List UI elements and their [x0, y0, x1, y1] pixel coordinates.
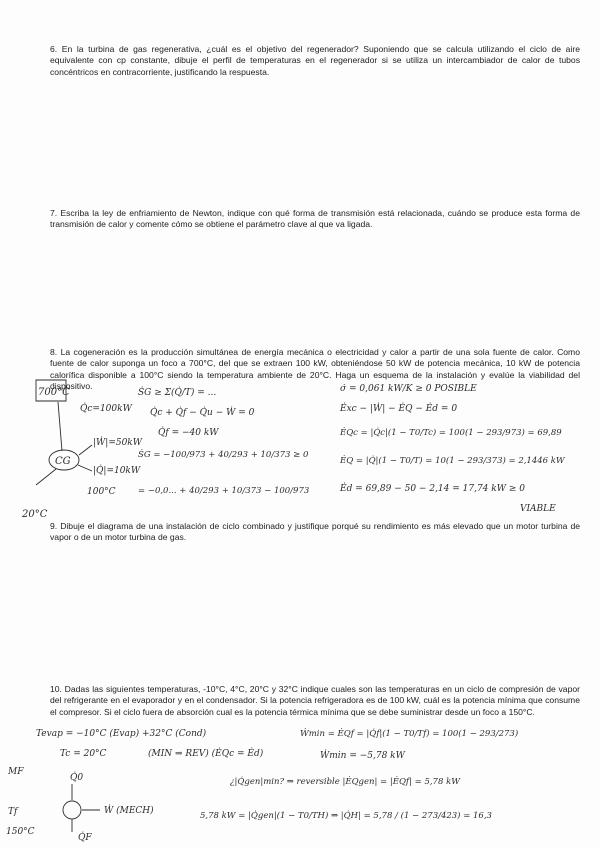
work-line	[79, 445, 92, 455]
q10-line-7: 5,78 kW = |Q̇gen|(1 − T0/TH) ⇒ |Q̇H| = 5,78 / (1 − 273/423) = 16,3	[200, 811, 492, 821]
q10-work-label: Ẇ (MECH)	[104, 806, 154, 816]
q10-line-6: ¿|Q̇gen|min? ⇒ reversible |ĖQgen| = |ĖQf| = 5,78 kW	[230, 777, 460, 787]
entropy-line-5: = −0,0... + 40/293 + 10/373 − 100/973	[138, 486, 310, 496]
entropy-line-1: ṠG ≥ Σ(Q̇/T) = ...	[138, 388, 217, 398]
engine-label: CG	[55, 456, 71, 467]
entropy-line-4: ṠG = −100/973 + 40/293 + 10/373 ≥ 0	[138, 450, 309, 460]
question-10: 10. Dadas las siguientes temperaturas, -10°C, 4°C, 20°C y 32°C indique cuales son las temperaturas en un ciclo de compresión de vapor del refrigerante en el evaporador y en el condensador. Si la potencia refrigeradora es de 100 kW, cuál es la potencia mínima que consume el compresor. Si el ciclo fuera de absorción cual es la potencia térmica mínima que se debe suministrar desde un foco a 150°C.	[50, 684, 580, 717]
question-9: 9. Dibuje el diagrama de una instalación de ciclo combinado y justifique porqué su rendimiento es más elevado que un motor turbina de vapor o de un motor turbina de gas.	[50, 521, 580, 543]
q10-machine-label: MF	[8, 767, 24, 777]
q10-line-5: Ẇmin = −5,78 kW	[320, 751, 405, 761]
exergy-line-2: Ėxc − |Ẇ| − ĖQ − Ėd = 0	[340, 404, 458, 414]
useful-heat-temp: 100°C	[87, 487, 116, 497]
q10-machine-circle	[63, 801, 81, 819]
exergy-line-5: Ėd = 69,89 − 50 − 2,14 = 17,74 kW ≥ 0	[340, 484, 525, 494]
q10-line-1: Tevap = −10°C (Evap) +32°C (Cond)	[36, 729, 207, 739]
question-10-handwritten-answer	[0, 718, 600, 848]
heat-input-label: Q̇c=100kW	[80, 404, 132, 414]
entropy-line-2: Q̇c + Q̇f − Q̇u − Ẇ = 0	[150, 408, 255, 418]
q10-foco-label: 150°C	[6, 827, 35, 837]
exergy-line-4: ĖQ = |Q̇|(1 − T0/T) = 10(1 − 293/373) = 2,1446 kW	[340, 456, 565, 466]
q10-q-hot: Q̇0	[70, 773, 84, 783]
question-7: 7. Escriba la ley de enfriamiento de Newton, indique con qué forma de transmisión está relacionada, cuándo se produce esta forma de transmisión de calor y comente cómo se obtiene el parámetro clave al que va ligada.	[50, 208, 580, 230]
q10-line-4: Ẇmin = ĖQf = |Q̇f|(1 − T0/Tf) = 100(1 − 293/273)	[300, 729, 519, 739]
work-label: |Ẇ|=50kW	[93, 438, 143, 448]
q10-cold-label: Tf	[8, 807, 18, 817]
exergy-line-1: σ̇ = 0,061 kW/K ≥ 0 POSIBLE	[340, 384, 477, 394]
engine-circle	[49, 450, 79, 470]
hot-source-label: 700°C	[38, 387, 70, 398]
ambient-label: 20°C	[22, 509, 48, 520]
question-6: 6. En la turbina de gas regenerativa, ¿cuál es el objetivo del regenerador? Suponiendo que se calcula utilizando el ciclo de aire equivalente con cp constante, dibuje el perfil de temperaturas en el regenerador si se utiliza un intercambiador de calor de tubos concéntricos en contracorriente, justificando la respuesta.	[50, 44, 580, 77]
entropy-line-3: Q̇f = −40 kW	[158, 428, 219, 438]
question-8-handwritten-answer	[0, 375, 600, 523]
useful-heat-label: |Q̇|=10kW	[93, 466, 141, 476]
q10-q-cold: Q̇F	[78, 833, 92, 843]
exergy-line-3: ĖQc = |Q̇c|(1 − T0/Tc) = 100(1 − 293/973) = 69,89	[340, 428, 562, 438]
question-8: 8. La cogeneración es la producción simultánea de energía mecánica o electricidad y calor a partir de una sola fuente de calor. Como fuente de calor suponga un foco a 700°C, del que se extraen 100 kW, obteniéndose 50 kW de potencia mecánica, 10 kW de potencia calorífica disponible a 100°C siendo la temperatura ambiente de 20°C. Haga un esquema de la instalación y evalúe la viabilidad del dispositivo.	[50, 347, 580, 391]
q10-line-3: (MIN ⇒ REV) (ĖQc = Ėd)	[148, 749, 264, 759]
reject-heat-line	[36, 469, 56, 485]
exergy-verdict: VIABLE	[520, 504, 556, 514]
q10-line-2: Tc = 20°C	[60, 749, 107, 759]
heat-input-line	[58, 402, 62, 451]
useful-heat-line	[78, 465, 92, 471]
